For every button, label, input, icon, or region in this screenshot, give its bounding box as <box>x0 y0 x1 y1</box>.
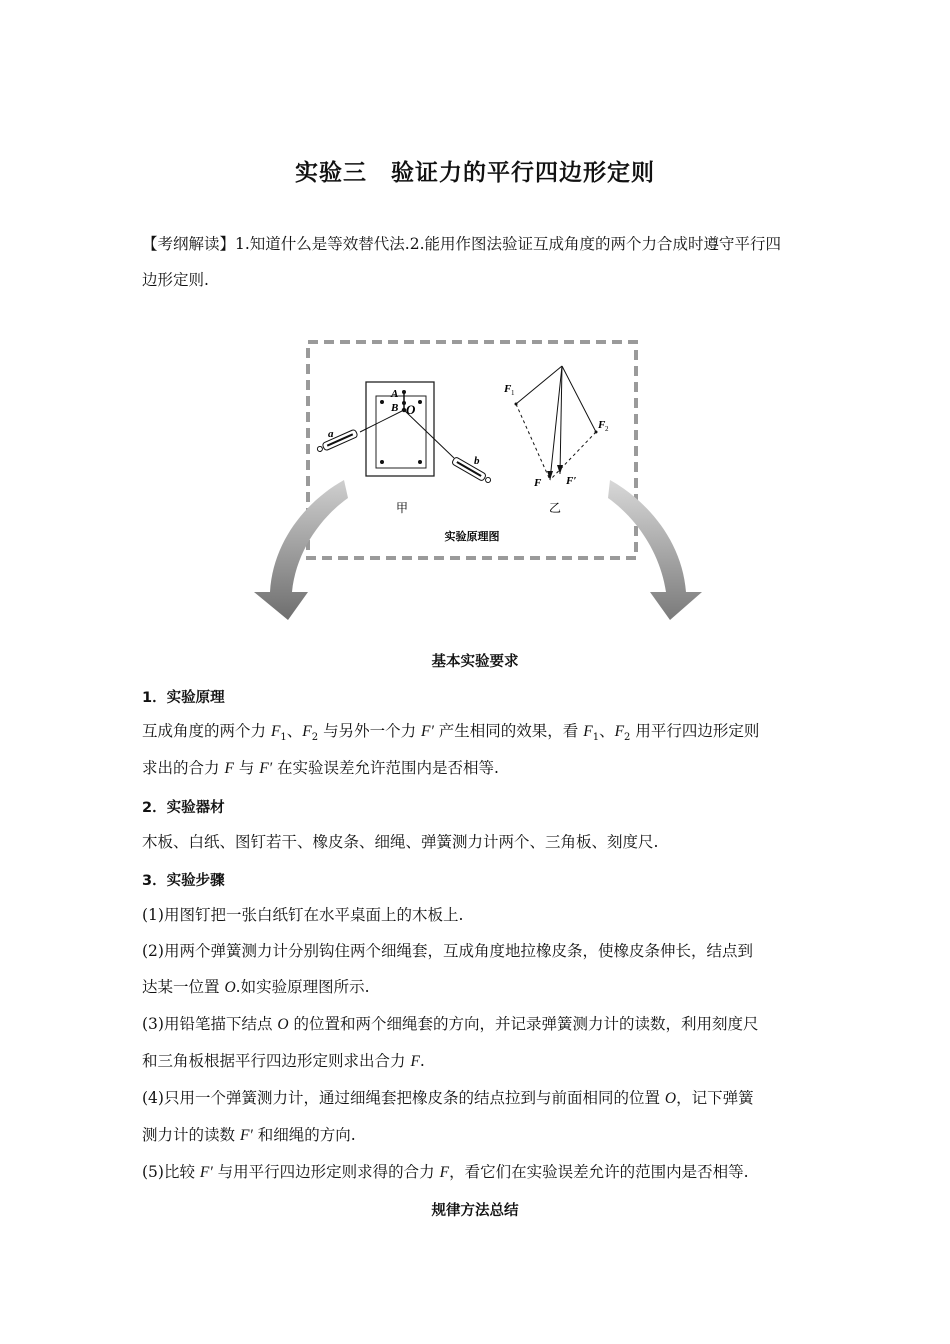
section-1-title: 1．实验原理 <box>142 690 225 706</box>
dashed-frame <box>308 342 636 558</box>
label-F2-sub: 2 <box>605 425 609 433</box>
label-F2: F <box>598 419 606 431</box>
label-O: O <box>406 402 416 417</box>
basic-requirements-heading: 基本实验要求 <box>431 654 519 670</box>
page-title: 实验三 验证力的平行四边形定则 <box>295 160 655 186</box>
label-F1: F <box>504 383 512 395</box>
label-A: A <box>391 388 399 400</box>
section-1-line-1: 互成角度的两个力 $F_1$、$F_2$ 与另外一个力 F′ 产生相同的效果，看 $F_1$、$F_2$ 用平行四边形定则 <box>142 722 760 744</box>
method-summary-heading: 规律方法总结 <box>431 1203 519 1219</box>
step-4-line-2: 测力计的读数 F′ 和细绳的方向. <box>142 1126 356 1144</box>
figure-caption: 实验原理图 <box>444 530 500 543</box>
board-jia <box>316 382 492 485</box>
section-3-title: 3．实验步骤 <box>142 873 225 889</box>
left-curved-arrow <box>254 480 348 620</box>
section-2-title: 2．实验器材 <box>142 800 225 816</box>
vector-diagram-yi <box>503 366 609 489</box>
step-1: (1)用图钉把一张白纸钉在水平桌面上的木板上. <box>142 906 464 924</box>
label-yi: 乙 <box>548 501 562 515</box>
step-5: (5)比较 F′ 与用平行四边形定则求得的合力 F，看它们在实验误差允许的范围内是否相等. <box>142 1163 749 1181</box>
step-3-line-2: 和三角板根据平行四边形定则求出合力 F. <box>142 1052 425 1070</box>
label-Fprime: F′ <box>566 475 577 487</box>
label-F1-sub: 1 <box>511 389 515 397</box>
label-F: F <box>534 477 542 489</box>
right-curved-arrow <box>608 480 702 620</box>
label-b: b <box>474 455 480 467</box>
syllabus-line-2: 边形定则. <box>142 271 209 289</box>
experiment-principle-figure <box>248 330 708 625</box>
section-1-line-2: 求出的合力 F 与 F′ 在实验误差允许范围内是否相等. <box>142 759 499 777</box>
step-3-line-1: (3)用铅笔描下结点 O 的位置和两个细绳套的方向，并记录弹簧测力计的读数，利用刻度尺 <box>142 1015 759 1033</box>
label-B: B <box>391 402 399 414</box>
step-2-line-2: 达某一位置 O.如实验原理图所示. <box>142 978 370 996</box>
label-jia: 甲 <box>395 501 409 515</box>
section-2-line-1: 木板、白纸、图钉若干、橡皮条、细绳、弹簧测力计两个、三角板、刻度尺. <box>142 833 659 851</box>
step-2-line-1: (2)用两个弹簧测力计分别钩住两个细绳套，互成角度地拉橡皮条，使橡皮条伸长，结点到 <box>142 942 753 960</box>
label-a: a <box>328 428 334 440</box>
step-4-line-1: (4)只用一个弹簧测力计，通过细绳套把橡皮条的结点拉到与前面相同的位置 O，记下弹簧 <box>142 1089 754 1107</box>
syllabus-line-1: 【考纲解读】1.知道什么是等效替代法.2.能用作图法验证互成角度的两个力合成时遵守平行四 <box>142 235 782 253</box>
